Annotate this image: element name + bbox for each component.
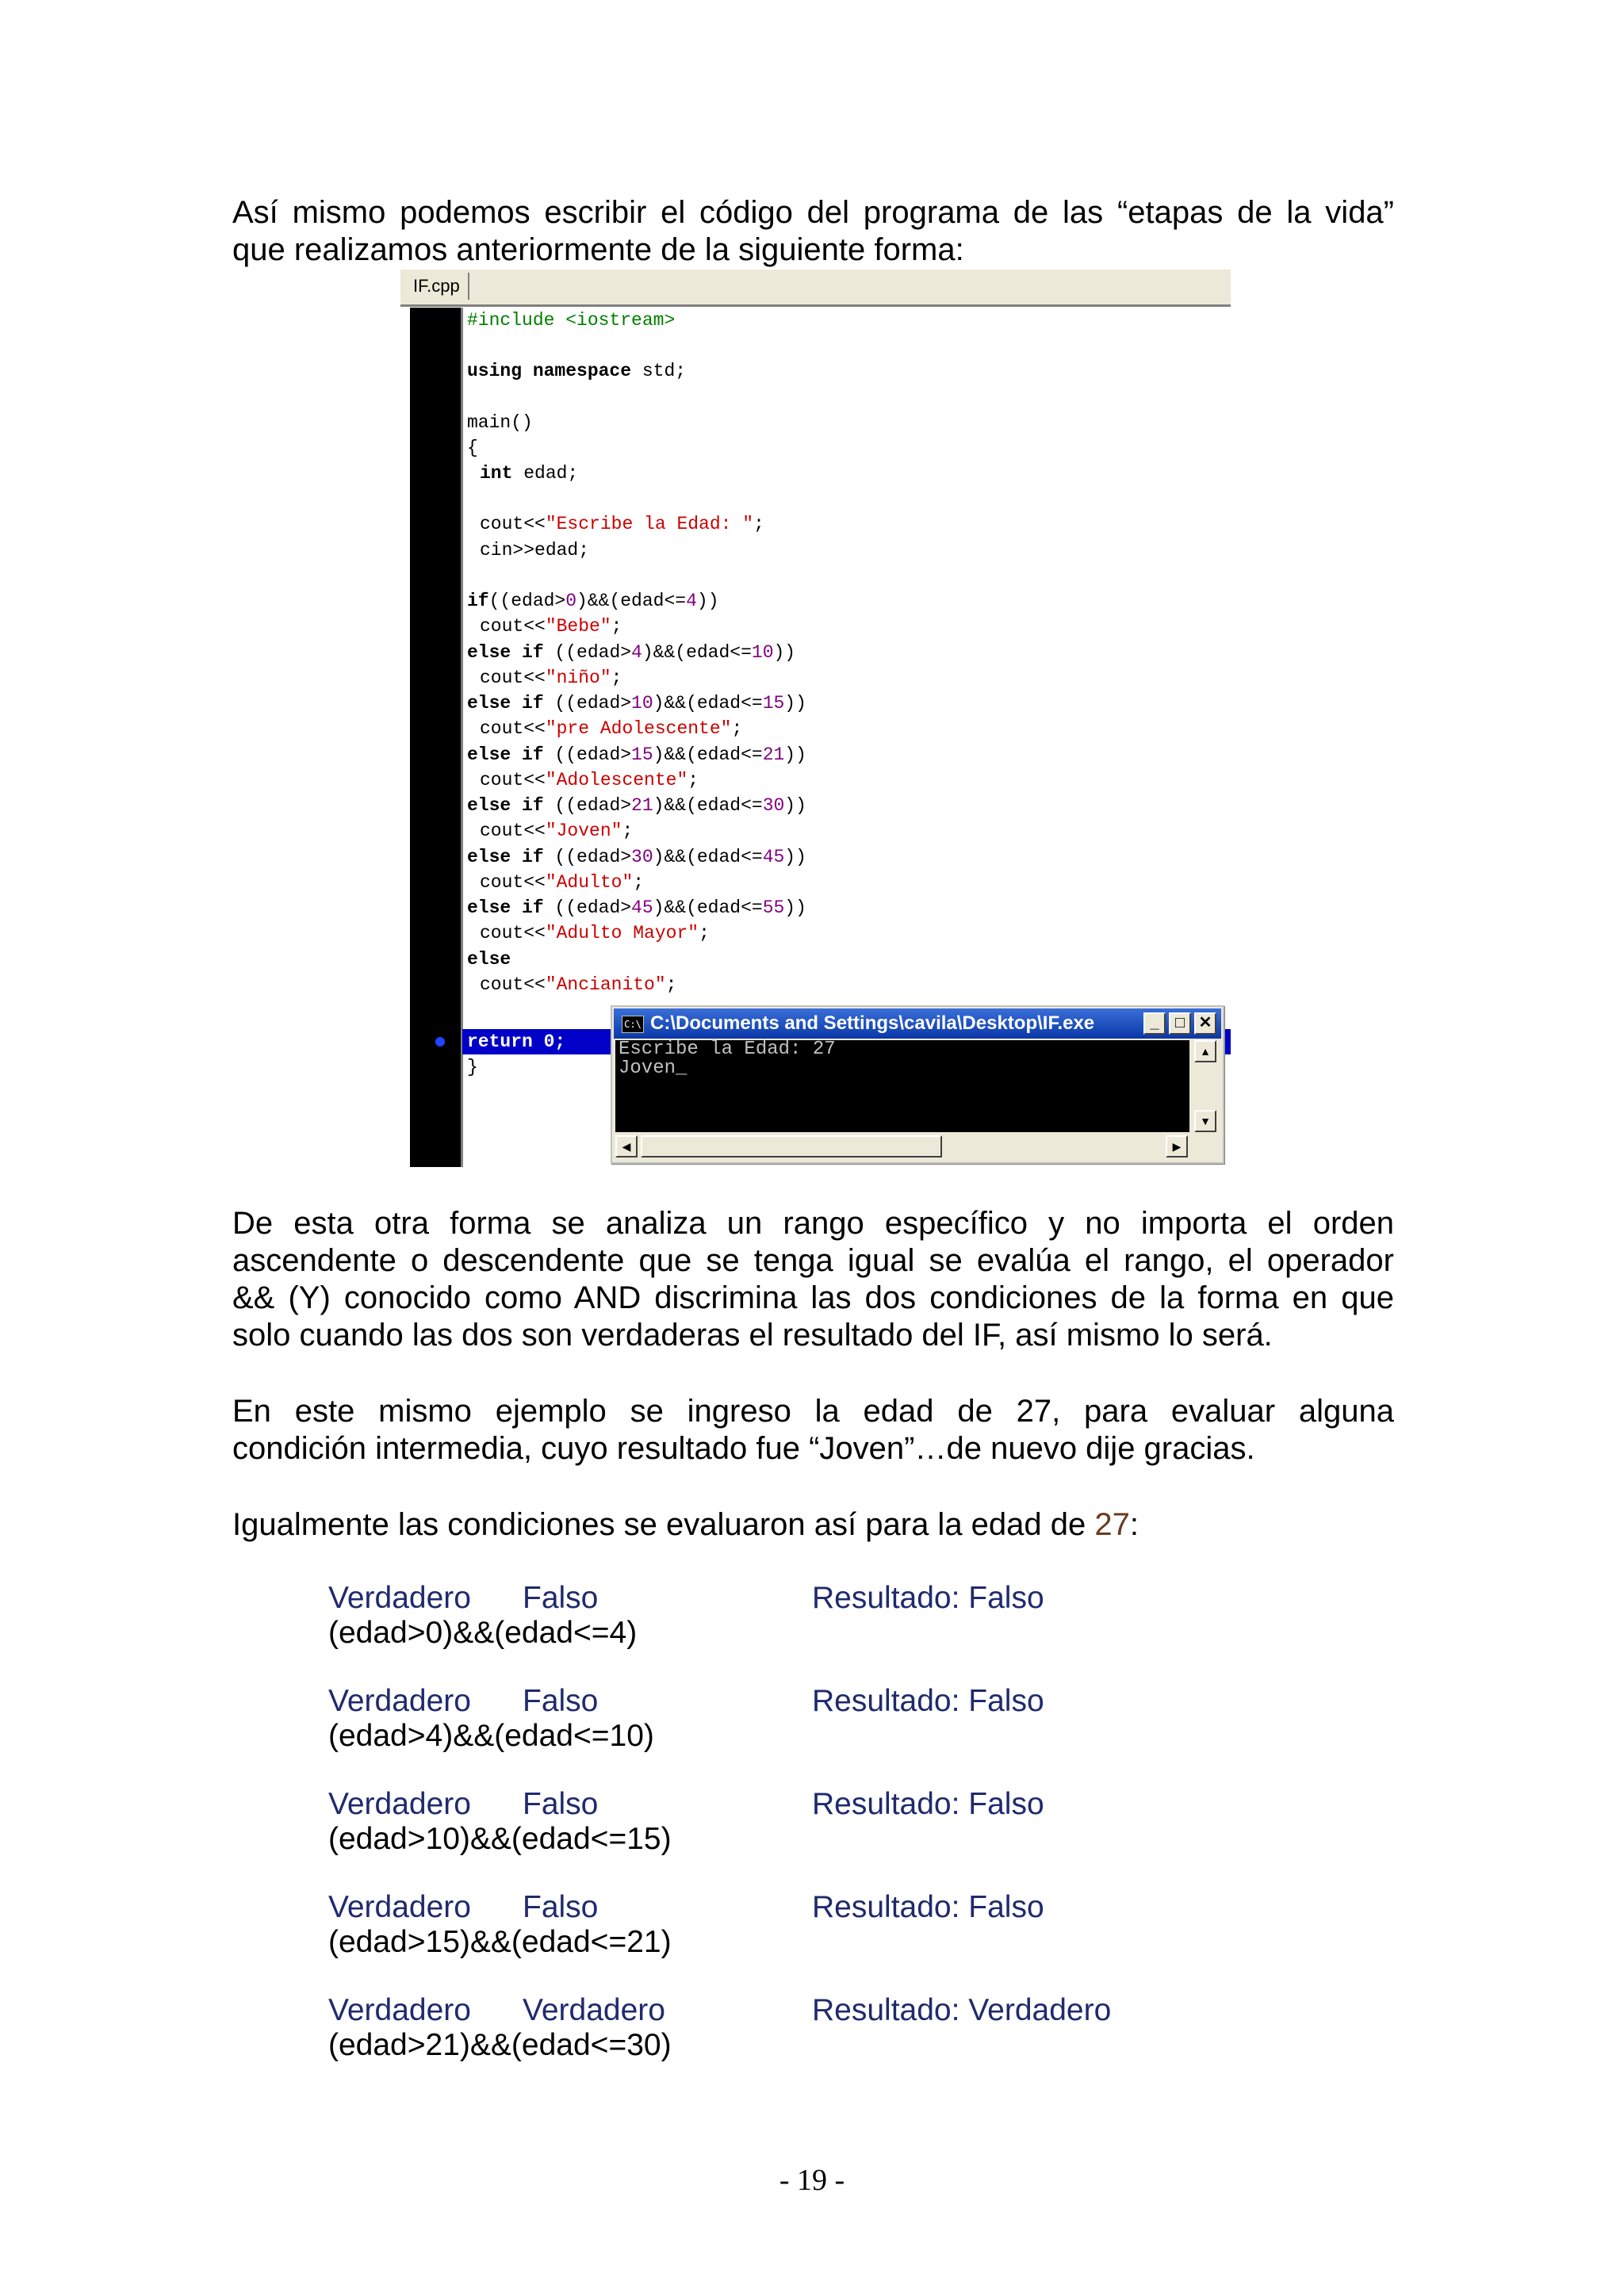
code-line: else if ((edad>10)&&(edad<=15))	[467, 693, 806, 714]
eval-condition: (edad>21)&&(edad<=30)	[328, 2028, 672, 2062]
eval-result: Resultado: Falso	[812, 1581, 1044, 1615]
code-line: else if ((edad>45)&&(edad<=55))	[467, 897, 806, 918]
eval-result: Resultado: Falso	[812, 1787, 1044, 1821]
code-line: else if ((edad>30)&&(edad<=45))	[467, 847, 806, 867]
eval-right: Falso	[523, 1787, 599, 1821]
eval-left: Verdadero	[328, 1787, 471, 1821]
console-title: C:\Documents and Settings\cavila\Desktop\IF.exe	[650, 1012, 1095, 1034]
code-line: cout<<"Escribe la Edad: ";	[480, 514, 764, 534]
code-line: cout<<"niño";	[480, 668, 622, 688]
para1-line-2: ascendente o descendente que se tenga igual se evalúa el rango, el operador	[232, 1243, 1394, 1278]
intro-paragraph	[232, 194, 1394, 269]
code-line: {	[467, 438, 478, 458]
para1-line-3: && (Y) conocido como AND discrimina las dos condiciones de la forma en que	[232, 1280, 1394, 1315]
console-app-icon: C:\	[622, 1016, 644, 1033]
eval-condition: (edad>10)&&(edad<=15)	[328, 1822, 672, 1856]
code-line: cout<<"pre Adolescente";	[480, 718, 743, 739]
console-window[interactable]	[611, 1005, 1224, 1164]
console-line-2: Joven_	[619, 1058, 688, 1079]
code-line: else if ((edad>4)&&(edad<=10))	[467, 642, 796, 663]
eval-right: Falso	[523, 1684, 599, 1718]
code-line: #include <iostream>	[467, 310, 676, 331]
scroll-right-icon[interactable]: ▶	[1166, 1135, 1188, 1158]
eval-left: Verdadero	[328, 1581, 471, 1615]
close-button[interactable]: ✕	[1194, 1012, 1216, 1035]
code-line: cin>>edad;	[480, 540, 590, 561]
code-line: else if ((edad>21)&&(edad<=30))	[467, 795, 806, 816]
code-line: main()	[467, 412, 533, 433]
console-line-1: Escribe la Edad: 27	[619, 1039, 836, 1060]
horizontal-scroll-thumb[interactable]	[641, 1135, 942, 1158]
code-line: int edad;	[480, 463, 579, 484]
code-line: cout<<"Adulto Mayor";	[480, 923, 710, 943]
evaluation-item	[328, 1787, 1359, 1866]
age-value: 27	[1094, 1507, 1130, 1542]
para1-line-1: De esta otra forma se analiza un rango específico y no importa el orden	[232, 1206, 1394, 1241]
code-line: }	[467, 1057, 478, 1077]
code-line: else	[467, 949, 511, 970]
code-line: if((edad>0)&&(edad<=4))	[467, 591, 719, 611]
tab-if-cpp[interactable]: IF.cpp	[405, 273, 469, 300]
vertical-scrollbar[interactable]	[1193, 1040, 1218, 1132]
code-line: cout<<"Ancianito";	[480, 974, 677, 995]
code-line: cout<<"Adulto";	[480, 872, 645, 893]
horizontal-scrollbar[interactable]	[615, 1134, 1189, 1159]
para3-text: Igualmente las condiciones se evaluaron así para la edad de	[232, 1507, 1095, 1542]
explanation-paragraph	[232, 1205, 1394, 1354]
eval-right: Verdadero	[523, 1993, 665, 2027]
editor-tab-bar	[400, 270, 1231, 307]
editor-gutter	[410, 308, 461, 1167]
eval-right: Falso	[523, 1581, 599, 1615]
code-line: cout<<"Joven";	[480, 821, 634, 841]
evaluation-item	[328, 1890, 1359, 1969]
evaluation-item	[328, 1684, 1359, 1763]
intro-line-2: que realizamos anteriormente de la siguiente forma:	[232, 232, 964, 267]
minimize-button[interactable]: _	[1143, 1012, 1166, 1035]
para2-line-1: En este mismo ejemplo se ingreso la edad de 27, para evaluar alguna	[232, 1394, 1394, 1429]
scroll-down-icon[interactable]: ▼	[1194, 1110, 1216, 1132]
eval-condition: (edad>4)&&(edad<=10)	[328, 1719, 654, 1753]
code-line: else if ((edad>15)&&(edad<=21))	[467, 744, 806, 765]
eval-left: Verdadero	[328, 1890, 471, 1924]
eval-condition: (edad>15)&&(edad<=21)	[328, 1925, 672, 1959]
scroll-left-icon[interactable]: ◀	[615, 1135, 638, 1158]
eval-result: Resultado: Verdadero	[812, 1993, 1112, 2027]
para2-line-2: condición intermedia, cuyo resultado fue “Joven”…de nuevo dije gracias.	[232, 1431, 1255, 1466]
scroll-up-icon[interactable]: ▲	[1194, 1040, 1216, 1062]
maximize-button[interactable]: □	[1169, 1012, 1191, 1035]
eval-left: Verdadero	[328, 1684, 471, 1718]
eval-right: Falso	[523, 1890, 599, 1924]
evaluation-item	[328, 1581, 1359, 1660]
evaluation-item	[328, 1993, 1359, 2072]
intro-line-1: Así mismo podemos escribir el código del programa de las “etapas de la vida”	[232, 195, 1394, 230]
console-output[interactable]	[615, 1040, 1189, 1132]
eval-left: Verdadero	[328, 1993, 471, 2027]
eval-result: Resultado: Falso	[812, 1684, 1044, 1718]
example-paragraph	[232, 1393, 1394, 1468]
code-line: return 0;	[467, 1031, 566, 1052]
console-title-bar[interactable]	[614, 1008, 1221, 1039]
page-number: - 19 -	[779, 2164, 845, 2197]
conditions-intro: Igualmente las condiciones se evaluaron así para la edad de 27:	[232, 1507, 1139, 1542]
para1-line-4: solo cuando las dos son verdaderas el resultado del IF, así mismo lo será.	[232, 1318, 1273, 1353]
code-line: cout<<"Bebe";	[480, 616, 622, 637]
code-line: using namespace std;	[467, 361, 687, 381]
eval-condition: (edad>0)&&(edad<=4)	[328, 1616, 638, 1650]
execution-point-icon	[435, 1037, 445, 1047]
code-line: cout<<"Adolescente";	[480, 770, 699, 790]
eval-result: Resultado: Falso	[812, 1890, 1044, 1924]
